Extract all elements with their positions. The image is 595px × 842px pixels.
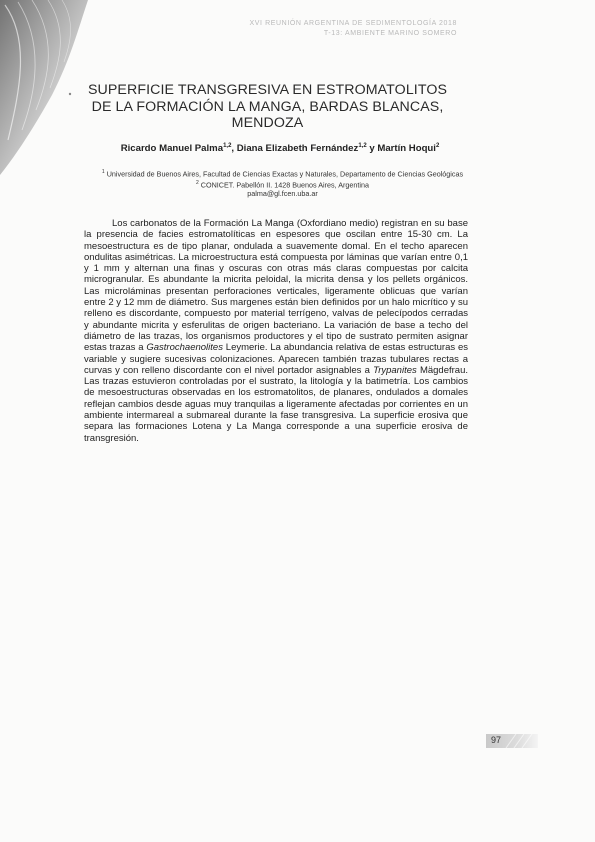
affiliation-2-text: CONICET. Pabellón II. 1428 Buenos Aires, Argentina xyxy=(200,179,369,189)
author-list xyxy=(40,143,520,154)
author-separator: y xyxy=(366,143,378,155)
author-separator: , xyxy=(231,143,237,155)
affiliation-1-mark: 1 xyxy=(101,169,105,175)
header-line-2: T-13: AMBIENTE MARINO SOMERO xyxy=(323,30,457,37)
title-line-3: MENDOZA xyxy=(231,115,304,131)
affiliation-1 xyxy=(80,168,485,179)
abstract-body xyxy=(84,218,468,444)
taxon-gastrochaenolites: Gastrochaenolites xyxy=(146,342,223,354)
author-name: Diana Elizabeth Fernández xyxy=(236,143,359,155)
author-affiliation-mark: 1,2 xyxy=(223,143,232,149)
author-name: Martín Hoqui xyxy=(377,143,436,155)
abstract-text-part-1: Los carbonatos de la Formación La Manga (Oxfordiano medio) registran en su base la presencia de facies estromatolíticas en espesores que oscilan entre 15-30 cm. La mesoestructura es de tipo planar, ondulada a suavemente domal. En el techo aparecen ondulitas asimétricas. La microestructura está compuesta por láminas que varían entre 0,1 y 1 mm y alternan una finas y oscuras con otras más claras compuestas por calcita microgranular. Es abundante la micrita peloidal, la micrita densa y los pellets orgánicos. Las microláminas presentan perforaciones verticales, ligeramente oblicuas que varían entre 2 y 12 mm de diámetro. Sus margenes están bien definidos por un halo micrítico y su relleno es discordante, compuesto por material terrígeno, valvas de pelecípodos cerradas y abundante micrita y esferulitas de origen bacteriano. La variación de base a techo del diámetro de las trazas, los organismos productores y el tipo de sustrato permiten asignar estas trazas a xyxy=(84,218,468,354)
conference-header xyxy=(157,19,457,39)
taxon-trypanites: Trypanites xyxy=(373,364,417,376)
affiliations xyxy=(80,168,485,198)
affiliation-2 xyxy=(80,179,485,190)
author-affiliation-mark: 2 xyxy=(435,143,440,149)
abstract-text-part-3: Mägdefrau. Las trazas estuvieron controladas por el sustrato, la litología y la batimetría. Los cambios de mesoestructuras observadas en los estromatolitos, de planares, ondulados a domales reflejan cambios desde aguas muy tranquilas a ligeramente afectadas por corrientes en un ambiente intermareal a submareal durante la fase transgresiva. La superficie erosiva que separa las formaciones Lotena y La Manga corresponde a una superficie erosiva de transgresión. xyxy=(84,364,468,444)
title-line-2: DE LA FORMACIÓN LA MANGA, BARDAS BLANCAS, xyxy=(91,98,444,115)
author-name: Ricardo Manuel Palma xyxy=(120,143,224,155)
author-affiliation-mark: 1,2 xyxy=(358,143,367,149)
header-line-1: XVI REUNIÓN ARGENTINA DE SEDIMENTOLOGÍA 2018 xyxy=(249,20,457,27)
contact-email: palma@gl.fcen.uba.ar xyxy=(247,189,318,199)
affiliation-1-text: Universidad de Buenos Aires, Facultad de Ciencias Exactas y Naturales, Departamento de Ciencias Geológicas xyxy=(106,169,464,179)
affiliation-2-mark: 2 xyxy=(196,179,199,186)
abstract-text-part-2: Leymerie. La abundancia relativa de estas estructuras es variable y sugiere sucesivas colonizaciones. Aparecen también trazas tubulares rectas a curvas y con relleno discordante con el nivel portador asignables a xyxy=(84,342,468,376)
paper-title xyxy=(70,82,465,132)
title-line-1: SUPERFICIE TRANSGRESIVA EN ESTROMATOLITOS xyxy=(87,82,448,98)
page-number: 97 xyxy=(491,735,502,745)
